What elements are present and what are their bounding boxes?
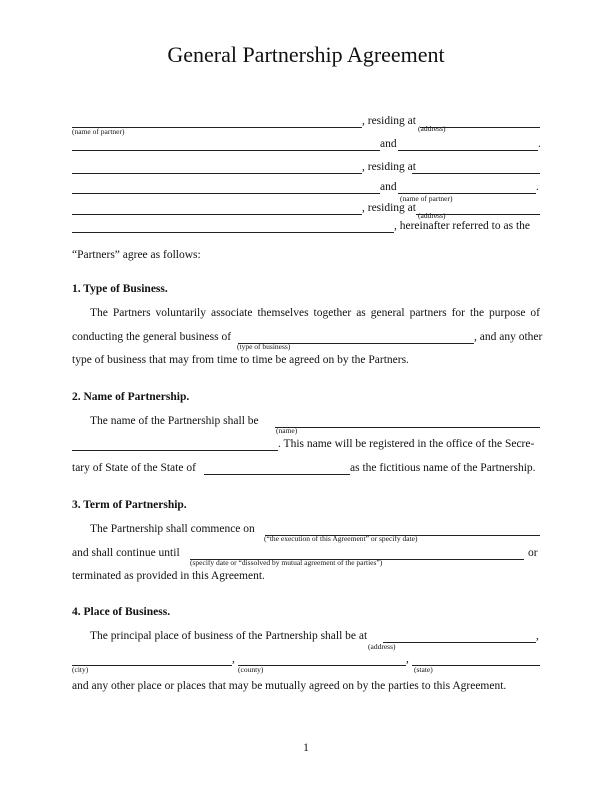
section2-line3-pre: tary of State of the State of	[72, 462, 196, 474]
comma-text: ,	[232, 653, 235, 665]
blank-line-2b[interactable]	[398, 150, 538, 151]
section1-line2-pre: conducting the general business of	[72, 331, 232, 343]
document-title: General Partnership Agreement	[167, 42, 445, 67]
residing-at-text: , residing at	[362, 115, 416, 127]
and-text: and	[380, 138, 397, 150]
partners-agree-text: “Partners” agree as follows:	[72, 249, 201, 261]
caption-type-of-business: (type of business)	[237, 342, 291, 351]
blank-line-6[interactable]	[72, 232, 394, 233]
page-number: 1	[303, 742, 309, 754]
section3-heading: 3. Term of Partnership.	[72, 499, 187, 511]
section1-line2-post: , and any other	[474, 331, 543, 343]
caption-address: (address)	[418, 211, 446, 220]
caption-commence: (“the execution of this Agreement” or specify date)	[264, 534, 418, 543]
section2-line3-post: as the fictitious name of the Partnership.	[350, 462, 536, 474]
section4-line3: and any other place or places that may be mutually agreed on by the parties to this Agreement.	[72, 680, 507, 692]
blank-line-4a[interactable]	[72, 193, 380, 194]
partner-name-line-2[interactable]	[72, 173, 362, 174]
section2-line2-post: . This name will be registered in the office of the Secre-	[278, 438, 535, 450]
partnership-name-line-1[interactable]	[275, 427, 540, 428]
caption-partner-name: (name of partner)	[72, 127, 125, 136]
state-line[interactable]	[204, 474, 350, 475]
residing-at-text: , residing at	[362, 202, 416, 214]
city-line[interactable]	[72, 665, 232, 666]
blank-line-2a[interactable]	[72, 150, 380, 151]
period-text: .	[538, 138, 541, 150]
hereinafter-text: , hereinafter referred to as the	[394, 220, 531, 232]
caption-continue: (specify date or “dissolved by mutual agreement of the parties”)	[190, 558, 383, 567]
section1-heading: 1. Type of Business.	[72, 283, 168, 295]
section2-line1-pre: The name of the Partnership shall be	[90, 415, 259, 427]
section4-heading: 4. Place of Business.	[72, 606, 171, 618]
caption-address: (address)	[368, 642, 396, 651]
section3-line2-post: or	[528, 547, 538, 559]
caption-state: (state)	[414, 665, 433, 674]
comma-text: ,	[406, 653, 409, 665]
section1-line3: type of business that may from time to time be agreed on by the Partners.	[72, 354, 409, 366]
comma-text: ,	[536, 630, 539, 642]
caption-county: (county)	[238, 665, 264, 674]
residing-at-text: , residing at	[362, 161, 416, 173]
period-text: .	[536, 181, 539, 193]
caption-address: (address)	[418, 124, 446, 133]
section3-line2-pre: and shall continue until	[72, 547, 180, 559]
section2-heading: 2. Name of Partnership.	[72, 391, 190, 403]
caption-partner-name: (name of partner)	[400, 194, 453, 203]
caption-city: (city)	[72, 665, 89, 674]
section1-line1: The Partners voluntarily associate themselves together as general partners for the purpose of	[90, 307, 540, 319]
section3-line1-pre: The Partnership shall commence on	[90, 523, 255, 535]
and-text: and	[380, 181, 397, 193]
caption-name: (name)	[276, 426, 298, 435]
section4-line1-pre: The principal place of business of the Partnership shall be at	[90, 630, 368, 642]
blank-line-5a[interactable]	[72, 214, 362, 215]
section3-line3: terminated as provided in this Agreement.	[72, 570, 265, 582]
place-address-line[interactable]	[383, 642, 536, 643]
partnership-name-line-2[interactable]	[72, 450, 278, 451]
address-line-2[interactable]	[412, 173, 540, 174]
